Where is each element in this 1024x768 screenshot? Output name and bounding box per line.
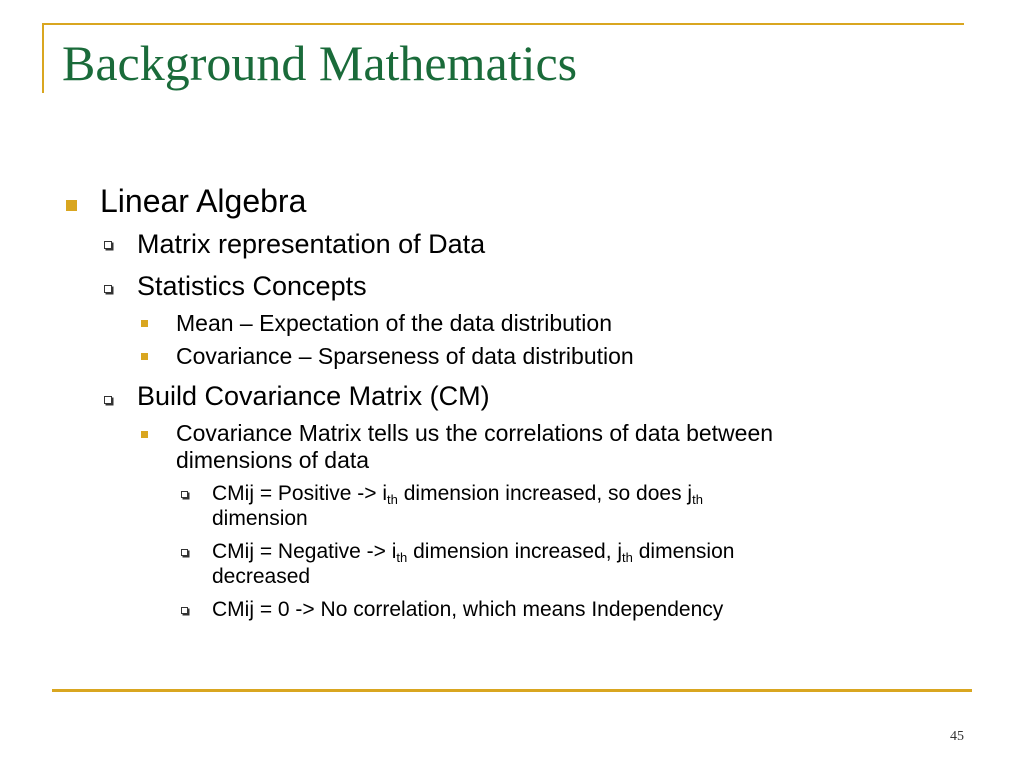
top-frame-line (42, 23, 964, 25)
bullet-build-covariance-matrix: Build Covariance Matrix (CM) (137, 381, 490, 411)
line-2: dimension (212, 507, 308, 530)
bullet-outline-square-icon (104, 285, 112, 293)
bullet-matrix-representation: Matrix representation of Data (137, 229, 486, 259)
bullet-outline-square-icon (181, 491, 188, 498)
bullet-linear-algebra: Linear Algebra (100, 183, 307, 219)
slide-title: Background Mathematics (62, 35, 578, 91)
bullet-covariance: Covariance – Sparseness of data distribution (176, 343, 634, 369)
bullet-outline-square-icon (181, 607, 188, 614)
line-1: Covariance Matrix tells us the correlations of data between (176, 420, 774, 446)
bottom-rule-line (52, 689, 972, 692)
line-2: dimensions of data (176, 447, 370, 473)
bullet-statistics-concepts: Statistics Concepts (137, 271, 367, 301)
bullet-cmij-positive (212, 481, 703, 531)
line-2: decreased (212, 565, 311, 588)
bullet-outline-square-icon (181, 549, 188, 556)
bullet-cmij-zero: CMij = 0 -> No correlation, which means Independency (212, 598, 724, 621)
page-number: 45 (950, 729, 964, 744)
bullet-covariance-matrix-tells (176, 420, 773, 474)
line-1: CMij = Negative -> $i_{th}$ dimension increased, $j_{th}$ dimension (212, 540, 735, 565)
bullet-filled-square-icon (141, 353, 148, 360)
left-frame-line (42, 23, 44, 93)
bullet-filled-square-icon (66, 200, 77, 211)
bullet-cmij-negative (212, 539, 734, 589)
bullet-mean: Mean – Expectation of the data distribution (176, 310, 613, 336)
line-1: CMij = Positive -> $i_{th}$ dimension increased, so does $j_{th}$ (212, 482, 703, 507)
bullet-filled-square-icon (141, 431, 148, 438)
bullet-outline-square-icon (104, 396, 112, 404)
bullet-outline-square-icon (104, 241, 112, 249)
bullet-filled-square-icon (141, 320, 148, 327)
